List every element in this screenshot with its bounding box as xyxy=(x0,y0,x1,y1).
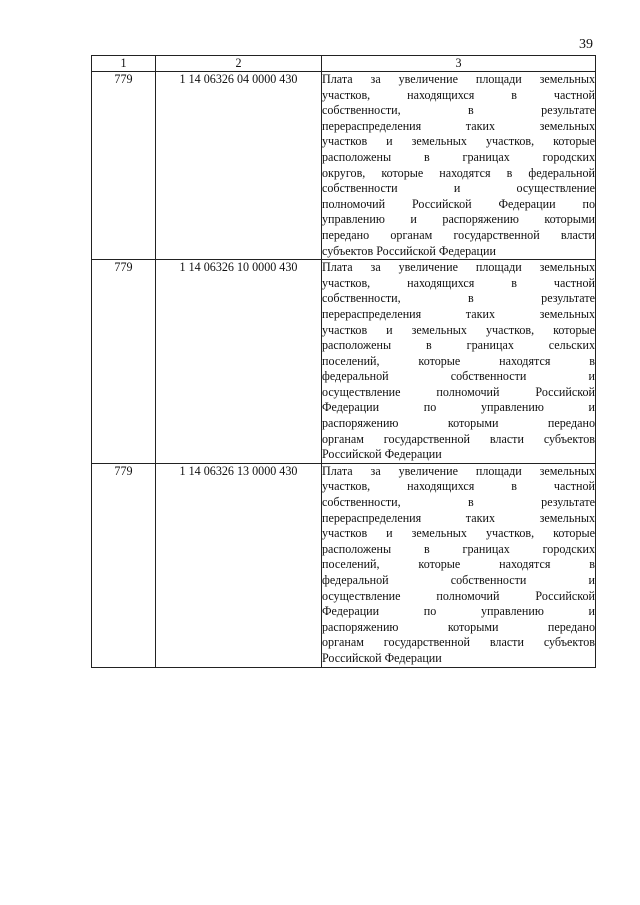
description-line: Российской Федерации xyxy=(322,650,442,665)
description-line: участков, находящихся в частной xyxy=(322,87,595,102)
description-line: федеральной собственности и xyxy=(322,369,595,384)
description-line: участков и земельных участков, которые xyxy=(322,322,595,337)
description-line: поселений, которые находятся в xyxy=(322,557,595,572)
description-line: собственности и осуществление xyxy=(322,181,595,196)
description-line: участков, находящихся в частной xyxy=(322,479,595,494)
description-cell xyxy=(322,72,596,260)
description-line: Плата за увеличение площади земельных xyxy=(322,260,595,275)
description-line: распоряжению которыми передано xyxy=(322,619,595,634)
description-line: федеральной собственности и xyxy=(322,573,595,587)
header-column-1: 1 xyxy=(92,56,156,72)
description-line: Плата за увеличение площади земельных xyxy=(322,463,595,478)
admin-code-cell: 779 xyxy=(92,72,156,260)
description-line: собственности, в результате xyxy=(322,495,595,510)
table-row xyxy=(92,463,596,667)
description-line: участков, находящихся в частной xyxy=(322,275,595,290)
revenue-code-cell: 1 14 06326 13 0000 430 xyxy=(156,463,322,667)
admin-code-cell: 779 xyxy=(92,463,156,667)
page-number: 39 xyxy=(579,37,593,52)
header-column-3: 3 xyxy=(322,56,596,72)
table-row xyxy=(92,260,596,464)
admin-code-cell: 779 xyxy=(92,260,156,464)
description-line: собственности, в результате xyxy=(322,291,595,306)
description-line: полномочий Российской Федерации по xyxy=(322,196,595,211)
revenue-code-cell: 1 14 06326 10 0000 430 xyxy=(156,260,322,464)
description-line: передано органам государственной власти xyxy=(322,227,595,242)
description-line: распоряжению которыми передано xyxy=(322,416,595,431)
description-line: перераспределения таких земельных xyxy=(322,510,595,525)
description-line: округов, которые находятся в федеральной xyxy=(322,165,595,180)
description-cell xyxy=(322,463,596,667)
description-line: перераспределения таких земельных xyxy=(322,118,595,133)
description-line: поселений, которые находятся в xyxy=(322,353,595,368)
description-line: расположены в границах городских xyxy=(322,149,595,164)
description-line: Российской Федерации xyxy=(322,447,442,462)
description-line: собственности, в результате xyxy=(322,103,595,118)
table-header-row xyxy=(92,56,596,72)
description-cell xyxy=(322,260,596,464)
description-line: органам государственной власти субъектов xyxy=(322,635,595,650)
description-line: расположены в границах сельских xyxy=(322,338,595,353)
revenue-codes-table xyxy=(91,55,596,668)
description-line: участков и земельных участков, которые xyxy=(322,134,595,149)
description-line: осуществление полномочий Российской xyxy=(322,588,595,603)
description-line: Плата за увеличение площади земельных xyxy=(322,72,595,86)
description-line: субъектов Российской Федерации xyxy=(322,243,496,258)
description-line: участков и земельных участков, которые xyxy=(322,526,595,541)
description-line: Федерации по управлению и xyxy=(322,604,595,619)
description-line: управлению и распоряжению которыми xyxy=(322,212,595,227)
description-line: Федерации по управлению и xyxy=(322,400,595,415)
description-line: осуществление полномочий Российской xyxy=(322,384,595,399)
description-line: органам государственной власти субъектов xyxy=(322,431,595,446)
revenue-code-cell: 1 14 06326 04 0000 430 xyxy=(156,72,322,260)
description-line: расположены в границах городских xyxy=(322,541,595,556)
header-column-2: 2 xyxy=(156,56,322,72)
description-line: перераспределения таких земельных xyxy=(322,306,595,321)
table-row xyxy=(92,72,596,260)
